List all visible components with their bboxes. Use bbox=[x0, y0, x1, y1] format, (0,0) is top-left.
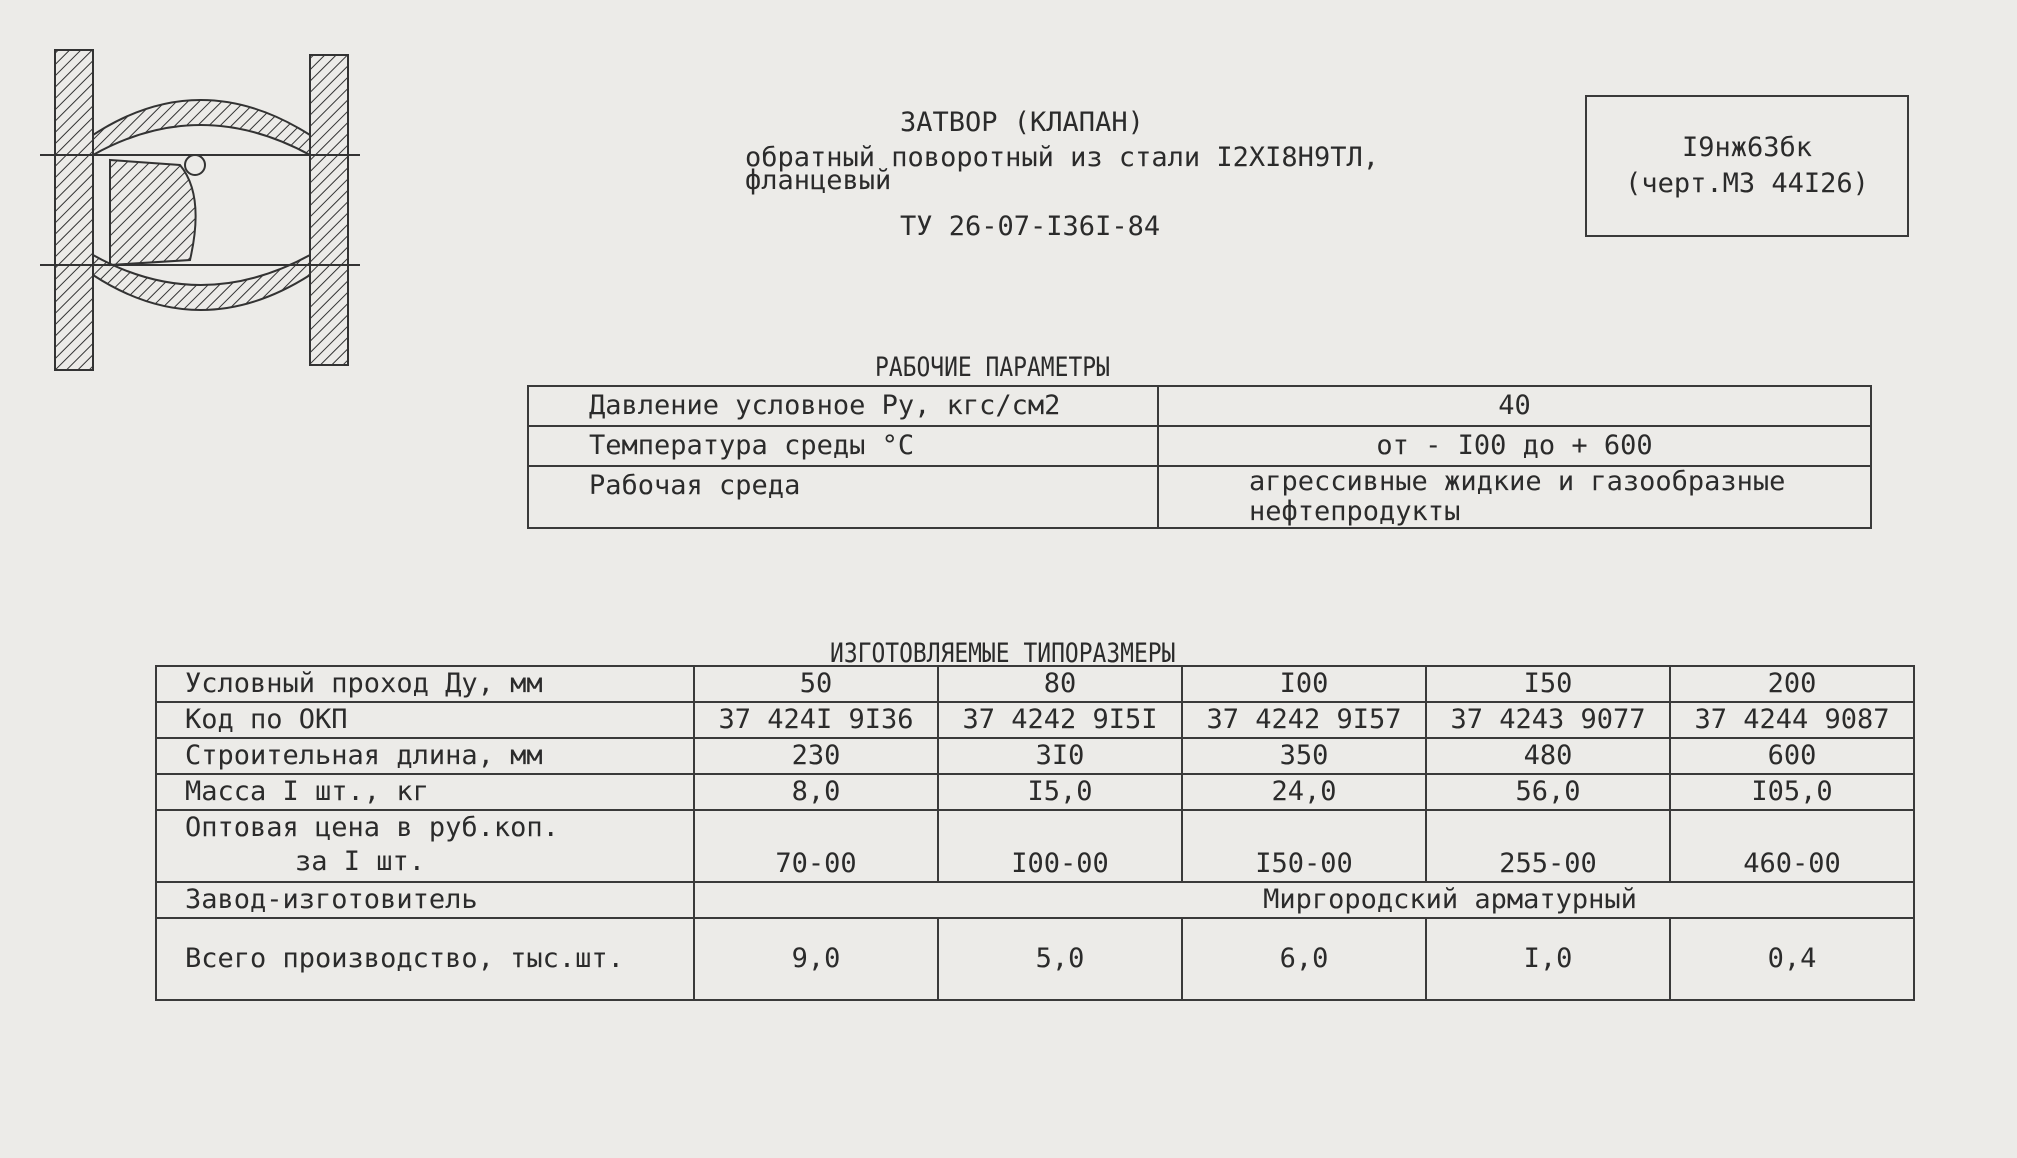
cell-value: 37 4244 9087 bbox=[1670, 702, 1914, 738]
cell-value: 350 bbox=[1182, 738, 1426, 774]
row-label-line1: Оптовая цена в руб.коп. bbox=[185, 812, 559, 843]
drawing-number: (черт.МЗ 44I26) bbox=[1625, 168, 1869, 199]
document-subtitle-line2: фланцевый bbox=[745, 165, 892, 196]
table-row bbox=[156, 882, 1914, 918]
cell-value: I05,0 bbox=[1670, 774, 1914, 810]
sizes-title: ИЗГОТОВЛЯЕМЫЕ ТИПОРАЗМЕРЫ bbox=[830, 638, 1176, 669]
cell-value: I00 bbox=[1182, 666, 1426, 702]
sizes-table bbox=[155, 665, 1915, 1001]
product-code: I9нж63бк bbox=[1681, 132, 1813, 163]
row-label-line2: за I шт. bbox=[295, 846, 426, 877]
cell-value: 37 4242 9I57 bbox=[1182, 702, 1426, 738]
document-title: ЗАТВОР (КЛАПАН) bbox=[900, 107, 1144, 138]
cell-value: 56,0 bbox=[1426, 774, 1670, 810]
table-row bbox=[156, 918, 1914, 1000]
manufacturer-value: Миргородский арматурный bbox=[694, 882, 1914, 918]
cell-value: 80 bbox=[938, 666, 1182, 702]
cell-value: 600 bbox=[1670, 738, 1914, 774]
technical-standard: ТУ 26-07-I36I-84 bbox=[900, 211, 1161, 242]
table-row bbox=[156, 738, 1914, 774]
row-label: Завод-изготовитель bbox=[156, 882, 694, 918]
cell-value: 37 424I 9I36 bbox=[694, 702, 938, 738]
table-row bbox=[156, 666, 1914, 702]
param-label: Температура среды °С bbox=[528, 426, 1158, 466]
cell-value: 50 bbox=[694, 666, 938, 702]
param-value bbox=[1158, 466, 1871, 528]
cell-value: 8,0 bbox=[694, 774, 938, 810]
row-label: Всего производство, тыс.шт. bbox=[156, 918, 694, 1000]
param-value-line1: агрессивные жидкие и газообразные bbox=[1249, 466, 1786, 497]
row-label: Условный проход Ду, мм bbox=[156, 666, 694, 702]
cell-value: 230 bbox=[694, 738, 938, 774]
cell-value: I50-00 bbox=[1182, 810, 1426, 882]
param-value-line2: нефтепродукты bbox=[1249, 496, 1461, 527]
cell-value: 3I0 bbox=[938, 738, 1182, 774]
table-row bbox=[156, 774, 1914, 810]
table-row bbox=[156, 702, 1914, 738]
cell-value: 37 4242 9I5I bbox=[938, 702, 1182, 738]
row-label: Код по ОКП bbox=[156, 702, 694, 738]
param-label: Рабочая среда bbox=[528, 466, 1158, 528]
row-label bbox=[156, 810, 694, 882]
cell-value: 37 4243 9077 bbox=[1426, 702, 1670, 738]
param-label: Давление условное Ру, кгс/см2 bbox=[528, 386, 1158, 426]
working-params-table bbox=[527, 385, 1872, 529]
cell-value: 24,0 bbox=[1182, 774, 1426, 810]
param-value: 40 bbox=[1158, 386, 1871, 426]
cell-value: 255-00 bbox=[1426, 810, 1670, 882]
cell-value: 480 bbox=[1426, 738, 1670, 774]
cell-value: I50 bbox=[1426, 666, 1670, 702]
cell-value: I5,0 bbox=[938, 774, 1182, 810]
cell-value: 0,4 bbox=[1670, 918, 1914, 1000]
cell-value: I,0 bbox=[1426, 918, 1670, 1000]
table-row bbox=[528, 426, 1871, 466]
param-value: от - I00 до + 600 bbox=[1158, 426, 1871, 466]
cell-value: 460-00 bbox=[1670, 810, 1914, 882]
cell-value: 6,0 bbox=[1182, 918, 1426, 1000]
valve-cross-section-drawing bbox=[40, 45, 360, 375]
table-row bbox=[528, 386, 1871, 426]
cell-value: 70-00 bbox=[694, 810, 938, 882]
cell-value: 200 bbox=[1670, 666, 1914, 702]
table-row bbox=[156, 810, 1914, 882]
product-code-box bbox=[1585, 95, 1909, 237]
table-row bbox=[528, 466, 1871, 528]
cell-value: 9,0 bbox=[694, 918, 938, 1000]
document-subtitle-line1: обратный поворотный из стали I2XI8H9TЛ, bbox=[745, 142, 1379, 173]
row-label: Масса I шт., кг bbox=[156, 774, 694, 810]
cell-value: 5,0 bbox=[938, 918, 1182, 1000]
cell-value: I00-00 bbox=[938, 810, 1182, 882]
working-params-title: РАБОЧИЕ ПАРАМЕТРЫ bbox=[875, 352, 1110, 383]
row-label: Строительная длина, мм bbox=[156, 738, 694, 774]
